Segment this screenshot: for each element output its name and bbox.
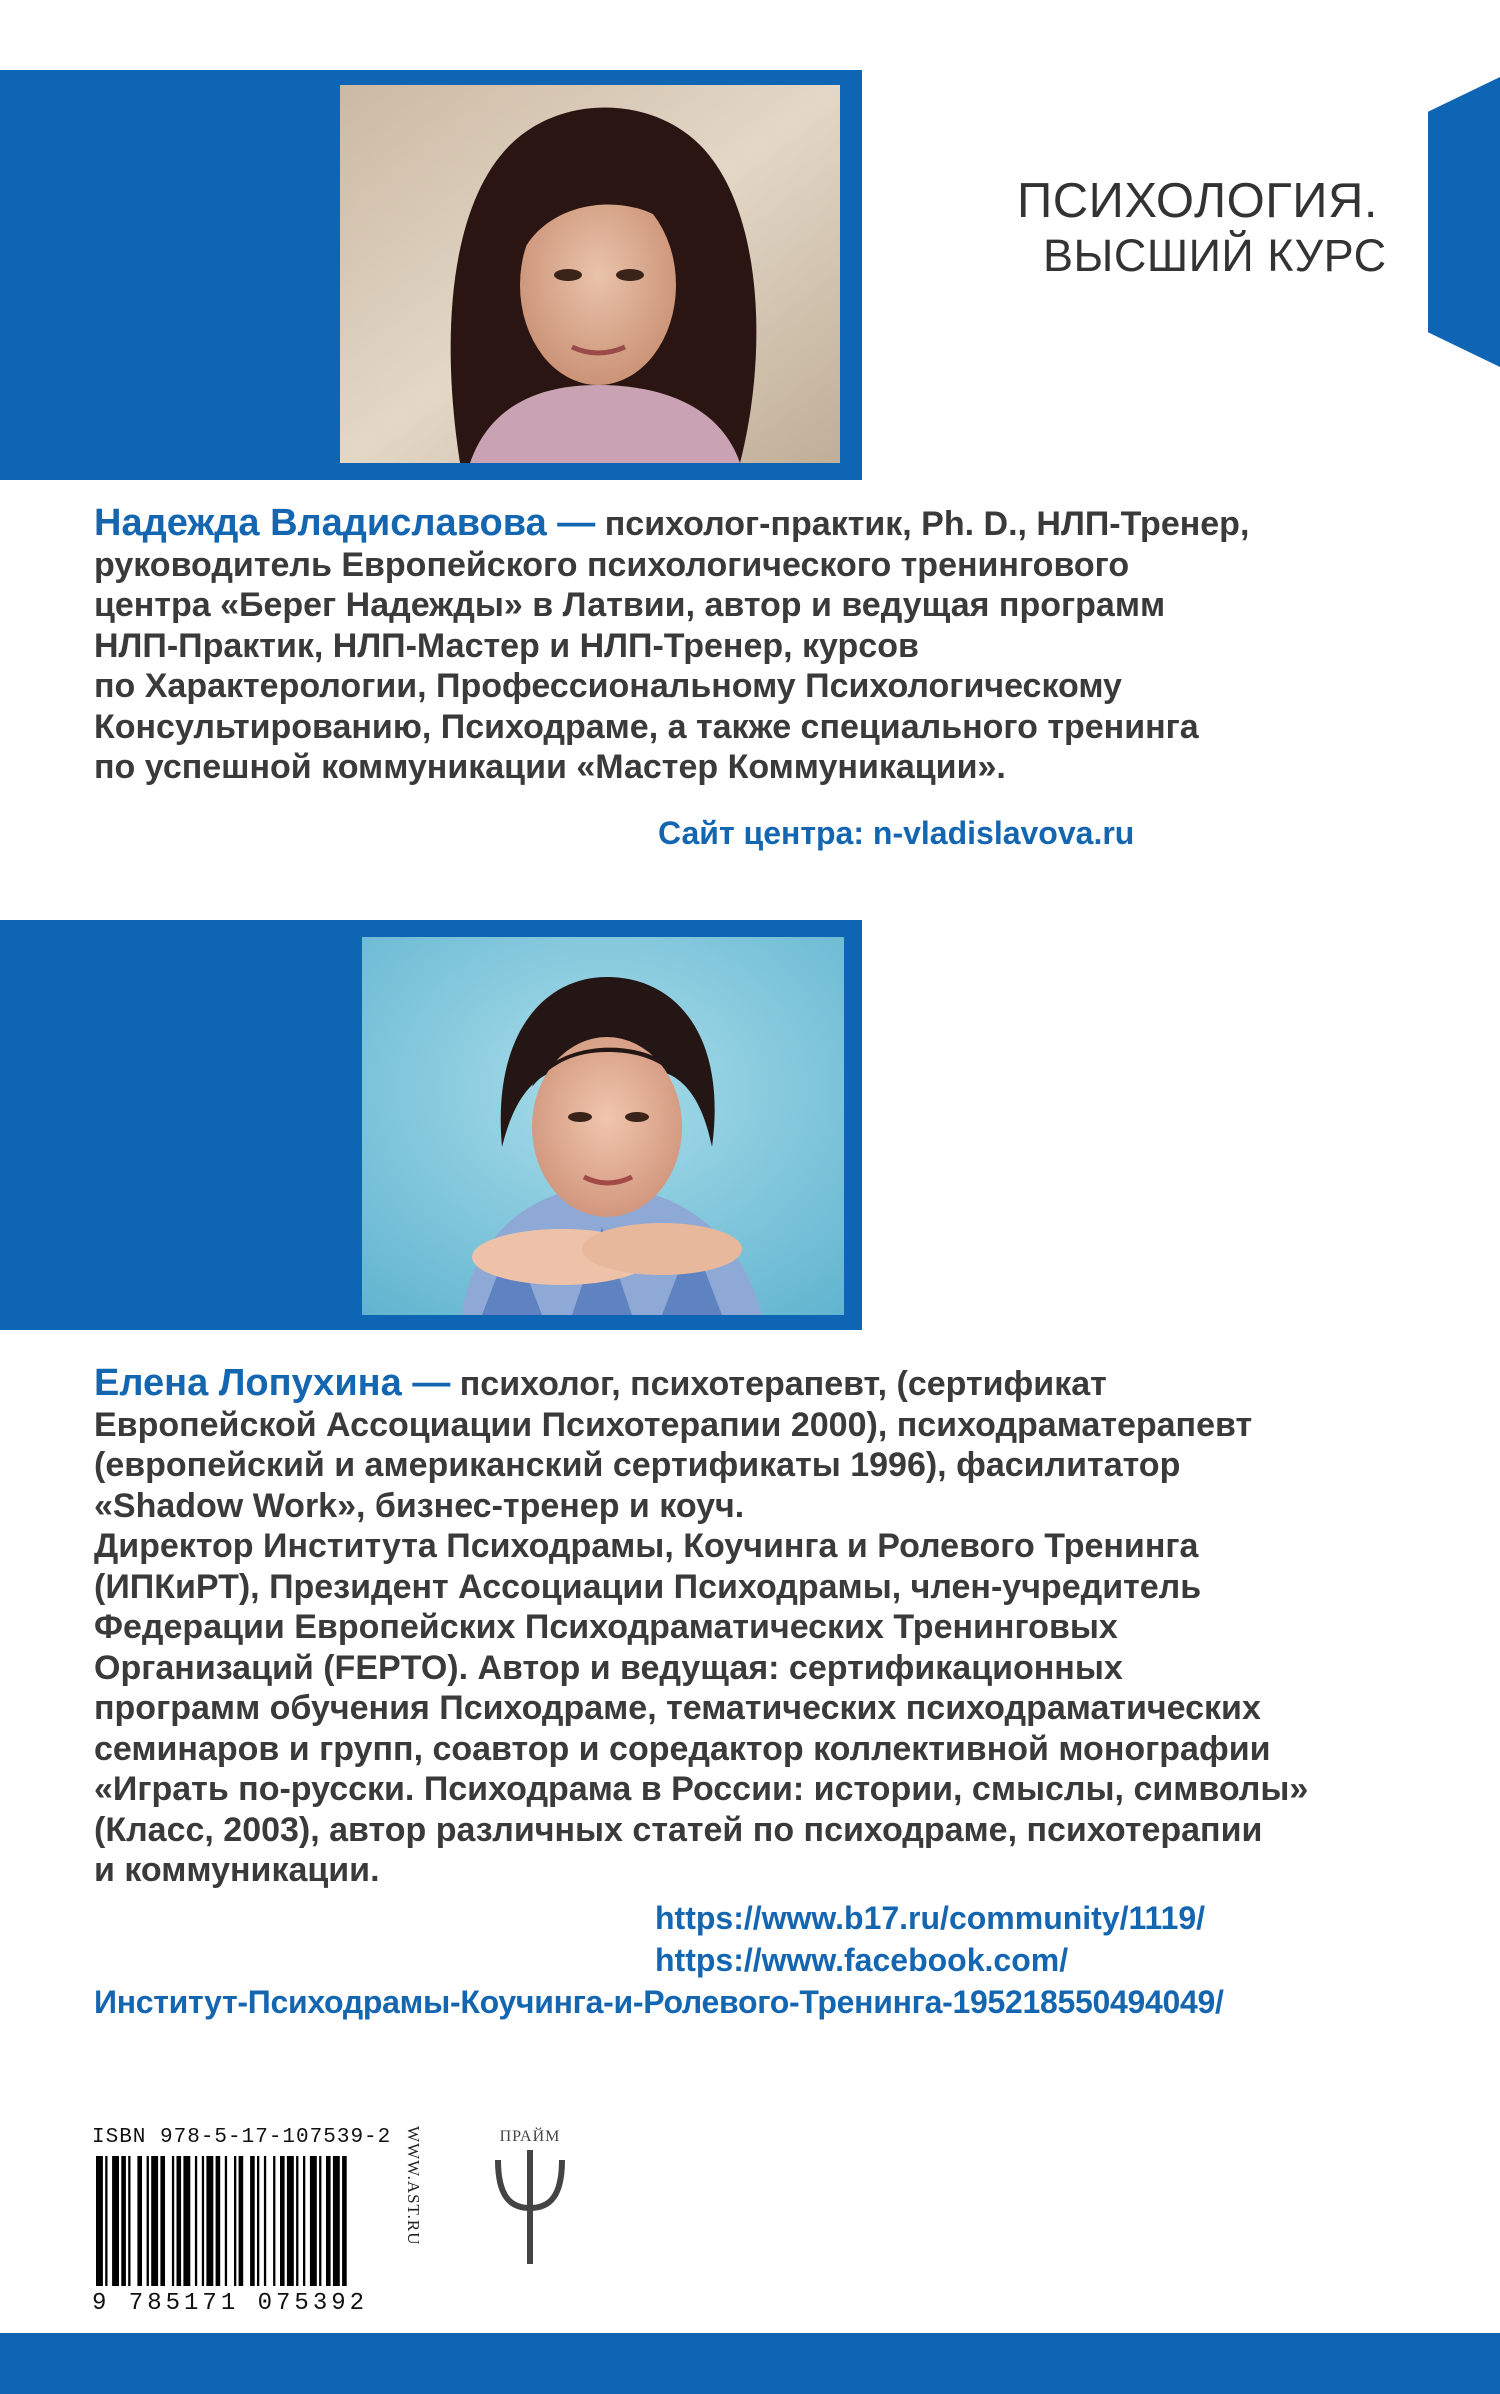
author1-bio-line: по успешной коммуникации «Мастер Коммуникации». xyxy=(94,748,1006,786)
author2-bio-line: семинаров и групп, соавтор и соредактор коллективной монографии xyxy=(94,1729,1271,1768)
author2-bio-line: Федерации Европейских Психодраматических Тренинговых xyxy=(94,1608,1118,1646)
author1-name: Надежда Владиславова — xyxy=(94,502,596,544)
author2-bio-line: программ обучения Психодраме, тематических психодраматических xyxy=(94,1689,1261,1727)
author2-bio-line: (Класс, 2003), автор различных статей по психодраме, психотерапии xyxy=(94,1810,1263,1849)
author2-bio-line: Елена Лопухина — психолог, психотерапевт, (сертификат xyxy=(94,1362,1107,1404)
author2-bio-line: «Играть по-русски. Психодрама в России: истории, смыслы, символы» xyxy=(94,1770,1309,1808)
author2-photo xyxy=(362,937,844,1315)
ean-digits: 9 785171 075392 xyxy=(92,2290,369,2317)
series-title-line1: ПСИХОЛОГИЯ. xyxy=(1017,174,1378,228)
author1-bio-line: Надежда Владиславова — психолог-практик, Ph. D., НЛП-Тренер, xyxy=(94,502,1250,544)
author2-name: Елена Лопухина — xyxy=(94,1362,451,1404)
series-title xyxy=(1017,172,1387,282)
bottom-blue-band xyxy=(0,2333,1500,2394)
author2-bio-line: Организаций (FEPTO). Автор и ведущая: сертификационных xyxy=(94,1648,1123,1687)
author2-bio-line: (европейский и американский сертификаты 1996), фасилитатор xyxy=(94,1446,1181,1484)
author2-bio-line: Европейской Ассоциации Психотерапии 2000), психодраматерапевт xyxy=(94,1405,1253,1444)
author2-bio-line: Директор Института Психодрамы, Коучинга и Ролевого Тренинга xyxy=(94,1527,1199,1565)
author1-bio-line: Консультированию, Психодраме, а также специального тренинга xyxy=(94,707,1199,746)
author1-bio-line: по Характерологии, Профессиональному Психологическому xyxy=(94,667,1122,705)
author2-bio-line: (ИПКиРТ), Президент Ассоциации Психодрамы, член-учредитель xyxy=(94,1567,1202,1606)
publisher-logo-label: ПРАЙМ xyxy=(499,2128,561,2145)
author2-bio-line: и коммуникации. xyxy=(94,1851,380,1889)
author2-bio-line: «Shadow Work», бизнес-тренер и коуч. xyxy=(94,1486,745,1525)
author2-bio xyxy=(94,1363,1434,1891)
author1-bio-line: руководитель Европейского психологического тренингового xyxy=(94,545,1130,584)
series-side-tab xyxy=(1428,77,1500,367)
facebook-link[interactable]: https://www.facebook.com/ xyxy=(655,1942,1069,1978)
facebook-page-link[interactable]: Институт-Психодрамы-Коучинга-и-Ролевого-Тренинга-195218550494049/ xyxy=(94,1984,1224,2020)
publisher-url: WWW.AST.RU xyxy=(404,2126,423,2246)
author1-bio-line: центра «Берег Надежды» в Латвии, автор и ведущая программ xyxy=(94,586,1166,624)
publisher-logo xyxy=(455,2128,605,2271)
author1-bio-line: НЛП-Практик, НЛП-Мастер и НЛП-Тренер, курсов xyxy=(94,626,919,665)
author1-photo xyxy=(340,85,840,463)
series-title-line2: ВЫСШИЙ КУРС xyxy=(1043,230,1387,281)
author1-site-link[interactable]: Сайт центра: n-vladislavova.ru xyxy=(658,815,1135,851)
barcode xyxy=(92,2156,417,2286)
author1-bio xyxy=(94,503,1434,788)
psi-icon xyxy=(490,2146,570,2266)
isbn-text: ISBN 978-5-17-107539-2 xyxy=(92,2126,392,2149)
b17-link[interactable]: https://www.b17.ru/community/1119/ xyxy=(655,1900,1206,1936)
